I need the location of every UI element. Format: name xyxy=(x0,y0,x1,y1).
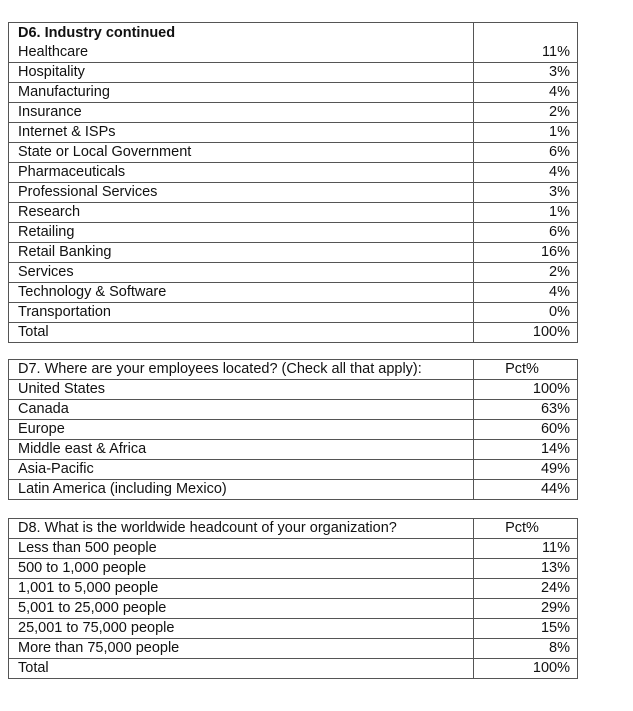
employee-location-table-body xyxy=(9,360,578,500)
row-value: 3% xyxy=(474,63,578,83)
row-value: 15% xyxy=(474,619,578,639)
row-label: Professional Services xyxy=(9,183,474,203)
row-value: 1% xyxy=(474,203,578,223)
table-title: D7. Where are your employees located? (Check all that apply): xyxy=(9,360,474,380)
table-row xyxy=(9,480,578,500)
row-label: More than 75,000 people xyxy=(9,639,474,659)
row-label: Research xyxy=(9,203,474,223)
row-value: 11% xyxy=(474,23,578,63)
row-label: Pharmaceuticals xyxy=(9,163,474,183)
table-row xyxy=(9,440,578,460)
row-label: Transportation xyxy=(9,303,474,323)
row-value: 4% xyxy=(474,163,578,183)
row-label: Europe xyxy=(9,420,474,440)
row-value: 11% xyxy=(474,539,578,559)
table-row xyxy=(9,223,578,243)
table-row xyxy=(9,203,578,223)
row-label: Healthcare xyxy=(18,44,89,60)
header-row xyxy=(9,360,578,380)
row-label: 5,001 to 25,000 people xyxy=(9,599,474,619)
table-cell-label xyxy=(9,23,474,63)
table-row xyxy=(9,400,578,420)
table-row xyxy=(9,243,578,263)
total-row xyxy=(9,323,578,343)
table-row xyxy=(9,639,578,659)
table-row xyxy=(9,599,578,619)
column-header: Pct% xyxy=(474,519,578,539)
row-label: 25,001 to 75,000 people xyxy=(9,619,474,639)
row-value: 29% xyxy=(474,599,578,619)
employee-location-table xyxy=(8,359,578,500)
row-value: 13% xyxy=(474,559,578,579)
industry-table xyxy=(8,22,578,343)
table-row xyxy=(9,460,578,480)
row-label: 500 to 1,000 people xyxy=(9,559,474,579)
row-label: Total xyxy=(9,323,474,343)
row-label: Asia-Pacific xyxy=(9,460,474,480)
row-label: Retail Banking xyxy=(9,243,474,263)
row-value: 44% xyxy=(474,480,578,500)
row-label: Manufacturing xyxy=(9,83,474,103)
row-label: Latin America (including Mexico) xyxy=(9,480,474,500)
row-label: State or Local Government xyxy=(9,143,474,163)
table-row xyxy=(9,123,578,143)
row-value: 6% xyxy=(474,143,578,163)
row-value: 2% xyxy=(474,103,578,123)
table-row xyxy=(9,23,578,63)
row-value: 16% xyxy=(474,243,578,263)
row-value: 1% xyxy=(474,123,578,143)
table-row xyxy=(9,420,578,440)
row-value: 60% xyxy=(474,420,578,440)
row-value: 8% xyxy=(474,639,578,659)
row-label: Less than 500 people xyxy=(9,539,474,559)
row-label: Total xyxy=(9,659,474,679)
table-row xyxy=(9,183,578,203)
row-value: 100% xyxy=(474,323,578,343)
table-row xyxy=(9,559,578,579)
total-row xyxy=(9,659,578,679)
table-row xyxy=(9,380,578,400)
row-value: 6% xyxy=(474,223,578,243)
row-value: 4% xyxy=(474,83,578,103)
column-header: Pct% xyxy=(474,360,578,380)
header-row xyxy=(9,519,578,539)
headcount-table-body xyxy=(9,519,578,679)
row-label: Internet & ISPs xyxy=(9,123,474,143)
row-value: 100% xyxy=(474,380,578,400)
row-value: 63% xyxy=(474,400,578,420)
industry-table-body xyxy=(9,23,578,343)
row-label: Middle east & Africa xyxy=(9,440,474,460)
row-label: Insurance xyxy=(9,103,474,123)
table-row xyxy=(9,263,578,283)
table-row xyxy=(9,63,578,83)
row-value: 24% xyxy=(474,579,578,599)
table-row xyxy=(9,103,578,123)
table-title: D8. What is the worldwide headcount of your organization? xyxy=(9,519,474,539)
row-value: 0% xyxy=(474,303,578,323)
row-value: 3% xyxy=(474,183,578,203)
row-value: 49% xyxy=(474,460,578,480)
table-row xyxy=(9,539,578,559)
row-value: 100% xyxy=(474,659,578,679)
row-label: United States xyxy=(9,380,474,400)
table-title: D6. Industry continued xyxy=(18,25,176,41)
table-row xyxy=(9,83,578,103)
row-label: Services xyxy=(9,263,474,283)
table-row xyxy=(9,163,578,183)
table-row xyxy=(9,579,578,599)
row-label: Canada xyxy=(9,400,474,420)
row-label: Technology & Software xyxy=(9,283,474,303)
table-row xyxy=(9,283,578,303)
row-value: 14% xyxy=(474,440,578,460)
table-row xyxy=(9,143,578,163)
row-value: 2% xyxy=(474,263,578,283)
row-label: Retailing xyxy=(9,223,474,243)
table-row xyxy=(9,619,578,639)
row-label: 1,001 to 5,000 people xyxy=(9,579,474,599)
row-value: 4% xyxy=(474,283,578,303)
headcount-table xyxy=(8,518,578,679)
row-label: Hospitality xyxy=(9,63,474,83)
table-row xyxy=(9,303,578,323)
